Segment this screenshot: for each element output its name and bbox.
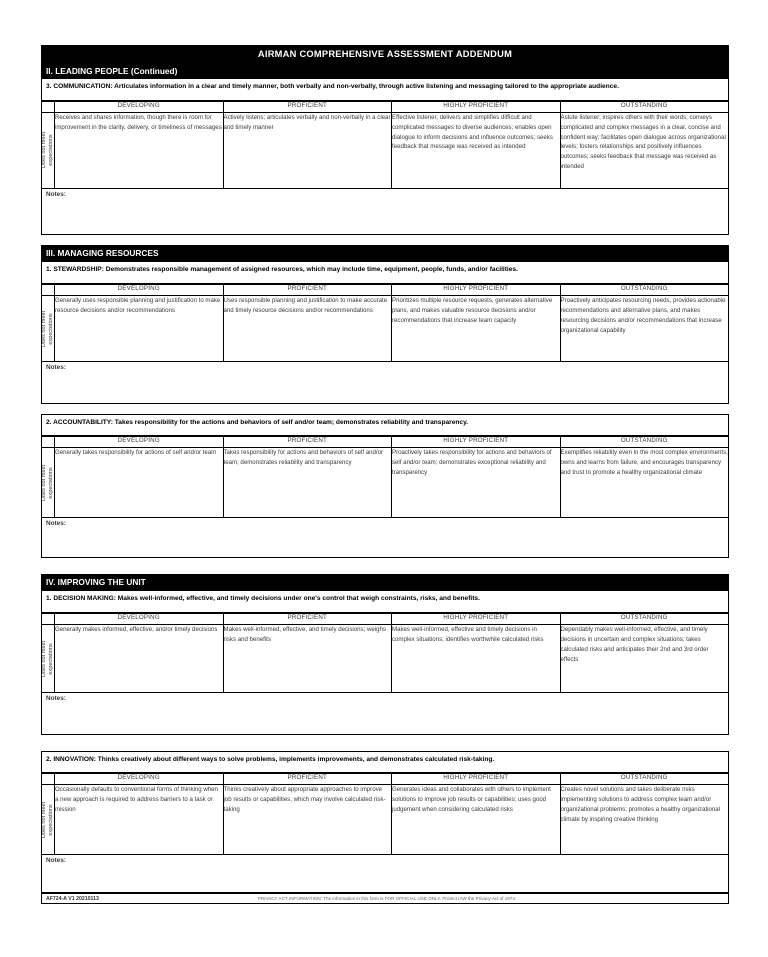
- competency-prompt-stewardship: 1. STEWARDSHIP: Demonstrates responsible management of assigned resources, which may include time, equipment, people, funds, and/or facilities.: [41, 262, 729, 284]
- rail-label-line2: expectations: [48, 803, 55, 836]
- notes-label: Notes:: [46, 695, 66, 703]
- rail-label-line2: expectations: [48, 466, 55, 499]
- rating-row: [42, 296, 729, 362]
- notes-area-stewardship[interactable]: [41, 362, 729, 404]
- cell-developing: Receives and shares information, though there is room for improvement in the clarity, delivery, or timeliness of messages: [55, 112, 224, 188]
- footer-privacy-notice: PRIVACY ACT INFORMATION: The information in this form is FOR OFFICIAL USE ONLY. Protect IAW the Privacy Act of 1974.: [257, 896, 517, 902]
- document-title-bar: AIRMAN COMPREHENSIVE ASSESSMENT ADDENDUM: [41, 45, 729, 64]
- column-header-proficient: PROFICIENT: [223, 774, 392, 785]
- cell-outstanding: Exemplifies reliability even in the most complex environments, owns and learns from failure, and encourages transparency and trust to promote a healthy organizational climate: [560, 448, 729, 518]
- cell-highly-proficient: Makes well-informed, effective and timely decisions in complex situations; identifies worthwhile calculated risks: [392, 625, 561, 693]
- notes-area-accountability[interactable]: [41, 518, 729, 558]
- cell-outstanding: Proactively anticipates resourcing needs, provides actionable recommendations and alternative plans, and makes resourcing decisions and/or recommendations that increase organizational capability: [560, 296, 729, 362]
- cell-proficient: Uses responsible planning and justification to make accurate and timely resource decisions and/or recommendations: [223, 296, 392, 362]
- cell-highly-proficient: Proactively takes responsibility for actions and behaviors of self and/or team; demonstrates exceptional reliability and transparency: [392, 448, 561, 518]
- column-header-outstanding: OUTSTANDING: [560, 614, 729, 625]
- footer-form-id: AF724-A V1 20210113: [46, 895, 99, 902]
- document-footer: [41, 893, 729, 904]
- column-header-outstanding: OUTSTANDING: [560, 285, 729, 296]
- column-header-highly-proficient: HIGHLY PROFICIENT: [392, 614, 561, 625]
- rating-row: [42, 785, 729, 855]
- column-header-developing: DEVELOPING: [55, 437, 224, 448]
- rail-header-spacer: [42, 774, 55, 785]
- rail-does-not-meet-expectations: [42, 448, 55, 518]
- rail-does-not-meet-expectations: [42, 785, 55, 855]
- cell-proficient: Makes well-informed, effective, and timely decisions; weighs risks and benefits: [223, 625, 392, 693]
- column-header-developing: DEVELOPING: [55, 285, 224, 296]
- section-gap: [41, 404, 729, 414]
- column-header-developing: DEVELOPING: [55, 774, 224, 785]
- rating-table-stewardship: [41, 284, 729, 362]
- notes-area-innovation[interactable]: [41, 855, 729, 893]
- section-gap: [41, 235, 729, 245]
- cell-proficient: Actively listens; articulates verbally and non-verbally in a clear and timely manner: [223, 112, 392, 188]
- competency-prompt-decision-making: 1. DECISION MAKING: Makes well-informed, effective, and timely decisions under one's control that weigh constraints, risks, and benefits.: [41, 591, 729, 613]
- rail-label-line1: Does not meet: [41, 801, 48, 838]
- column-header-outstanding: OUTSTANDING: [560, 774, 729, 785]
- column-header-highly-proficient: HIGHLY PROFICIENT: [392, 437, 561, 448]
- rail-does-not-meet-expectations: [42, 112, 55, 188]
- column-header-highly-proficient: HIGHLY PROFICIENT: [392, 774, 561, 785]
- rating-header-row: [42, 285, 729, 296]
- rail-header-spacer: [42, 437, 55, 448]
- column-header-developing: DEVELOPING: [55, 101, 224, 112]
- cell-highly-proficient: Generates ideas and collaborates with others to implement solutions to improve job results or capabilities; uses good judgement when considering calculated risks: [392, 785, 561, 855]
- competency-prompt-communication: 3. COMMUNICATION: Articulates information in a clear and timely manner, both verbally and non-verbally, through active listening and messaging tailored to the appropriate audience.: [41, 79, 729, 101]
- column-header-proficient: PROFICIENT: [223, 285, 392, 296]
- competency-prompt-innovation: 2. INNOVATION: Thinks creatively about different ways to solve problems, implements improvements, and demonstrates calculated risk-taking.: [41, 751, 729, 773]
- rail-label-line2: expectations: [48, 312, 55, 345]
- cell-developing: Generally uses responsible planning and justification to make resource decisions and/or recommendations: [55, 296, 224, 362]
- rail-label-line1: Does not meet: [41, 640, 48, 677]
- section-header-leading-people: II. LEADING PEOPLE (Continued): [41, 64, 729, 79]
- column-header-highly-proficient: HIGHLY PROFICIENT: [392, 285, 561, 296]
- notes-area-decision-making[interactable]: [41, 693, 729, 735]
- form-sheet: [41, 45, 729, 904]
- rail-does-not-meet-expectations: [42, 625, 55, 693]
- column-header-developing: DEVELOPING: [55, 614, 224, 625]
- column-header-outstanding: OUTSTANDING: [560, 437, 729, 448]
- rating-row: [42, 112, 729, 188]
- cell-proficient: Takes responsibility for actions and behaviors of self and/or team; demonstrates reliability and transparency: [223, 448, 392, 518]
- rating-row: [42, 625, 729, 693]
- column-header-proficient: PROFICIENT: [223, 101, 392, 112]
- section-gap: [41, 735, 729, 751]
- rail-label-line1: Does not meet: [41, 132, 48, 169]
- notes-area-communication[interactable]: [41, 189, 729, 235]
- section-header-improving-the-unit: IV. IMPROVING THE UNIT: [41, 574, 729, 591]
- cell-proficient: Thinks creatively about appropriate approaches to improve job results or capabilities, which may involve calculated risk-taking: [223, 785, 392, 855]
- cell-outstanding: Creates novel solutions and takes deliberate risks implementing solutions to address complex team and/or organizational problems; promotes a healthy organizational climate by inspiring creative thinking: [560, 785, 729, 855]
- rating-table-innovation: [41, 773, 729, 855]
- rating-table-communication: [41, 101, 729, 189]
- rating-row: [42, 448, 729, 518]
- rail-label-line1: Does not meet: [41, 464, 48, 501]
- rail-header-spacer: [42, 101, 55, 112]
- rail-label-line2: expectations: [48, 642, 55, 675]
- column-header-highly-proficient: HIGHLY PROFICIENT: [392, 101, 561, 112]
- cell-outstanding: Astute listener; inspires others with their words; conveys complicated and complex messages in a clear, concise and confident way; facilitates open dialogue across organizational levels; fosters relationships and positively influences outcomes; seeks feedback that message was received as intended: [560, 112, 729, 188]
- rail-label-line2: expectations: [48, 134, 55, 167]
- rating-header-row: [42, 774, 729, 785]
- cell-highly-proficient: Effective listener, delivers and simplifies difficult and complicated messages to diverse audiences; enables open dialogue to inform decisions and influence outcomes; seeks feedback that message was received as intended: [392, 112, 561, 188]
- competency-prompt-accountability: 2. ACCOUNTABILITY: Takes responsibility for the actions and behaviors of self and/or team; demonstrates reliability and transparency.: [41, 414, 729, 436]
- rating-header-row: [42, 437, 729, 448]
- rail-label-line1: Does not meet: [41, 310, 48, 347]
- rail-header-spacer: [42, 614, 55, 625]
- rail-header-spacer: [42, 285, 55, 296]
- rating-table-decision-making: [41, 613, 729, 693]
- cell-developing: Occasionally defaults to conventional forms of thinking when a new approach is required to address barriers to a task or mission: [55, 785, 224, 855]
- section-header-managing-resources: III. MANAGING RESOURCES: [41, 245, 729, 262]
- column-header-proficient: PROFICIENT: [223, 437, 392, 448]
- notes-label: Notes:: [46, 190, 66, 198]
- cell-developing: Generally makes informed, effective, and/or timely decisions: [55, 625, 224, 693]
- rail-does-not-meet-expectations: [42, 296, 55, 362]
- cell-outstanding: Dependably makes well-informed, effective, and timely decisions in uncertain and complex situations; takes calculated risks and anticipates their 2nd and 3rd order effects: [560, 625, 729, 693]
- rating-table-accountability: [41, 436, 729, 518]
- notes-label: Notes:: [46, 857, 66, 865]
- notes-label: Notes:: [46, 364, 66, 371]
- cell-highly-proficient: Prioritizes multiple resource requests, generates alternative plans, and makes valuable resource decisions and/or recommendations that increase team capacity: [392, 296, 561, 362]
- rating-header-row: [42, 614, 729, 625]
- cell-developing: Generally takes responsibility for actions of self and/or team: [55, 448, 224, 518]
- notes-label: Notes:: [46, 520, 66, 527]
- rating-header-row: [42, 101, 729, 112]
- column-header-proficient: PROFICIENT: [223, 614, 392, 625]
- column-header-outstanding: OUTSTANDING: [560, 101, 729, 112]
- section-gap: [41, 558, 729, 574]
